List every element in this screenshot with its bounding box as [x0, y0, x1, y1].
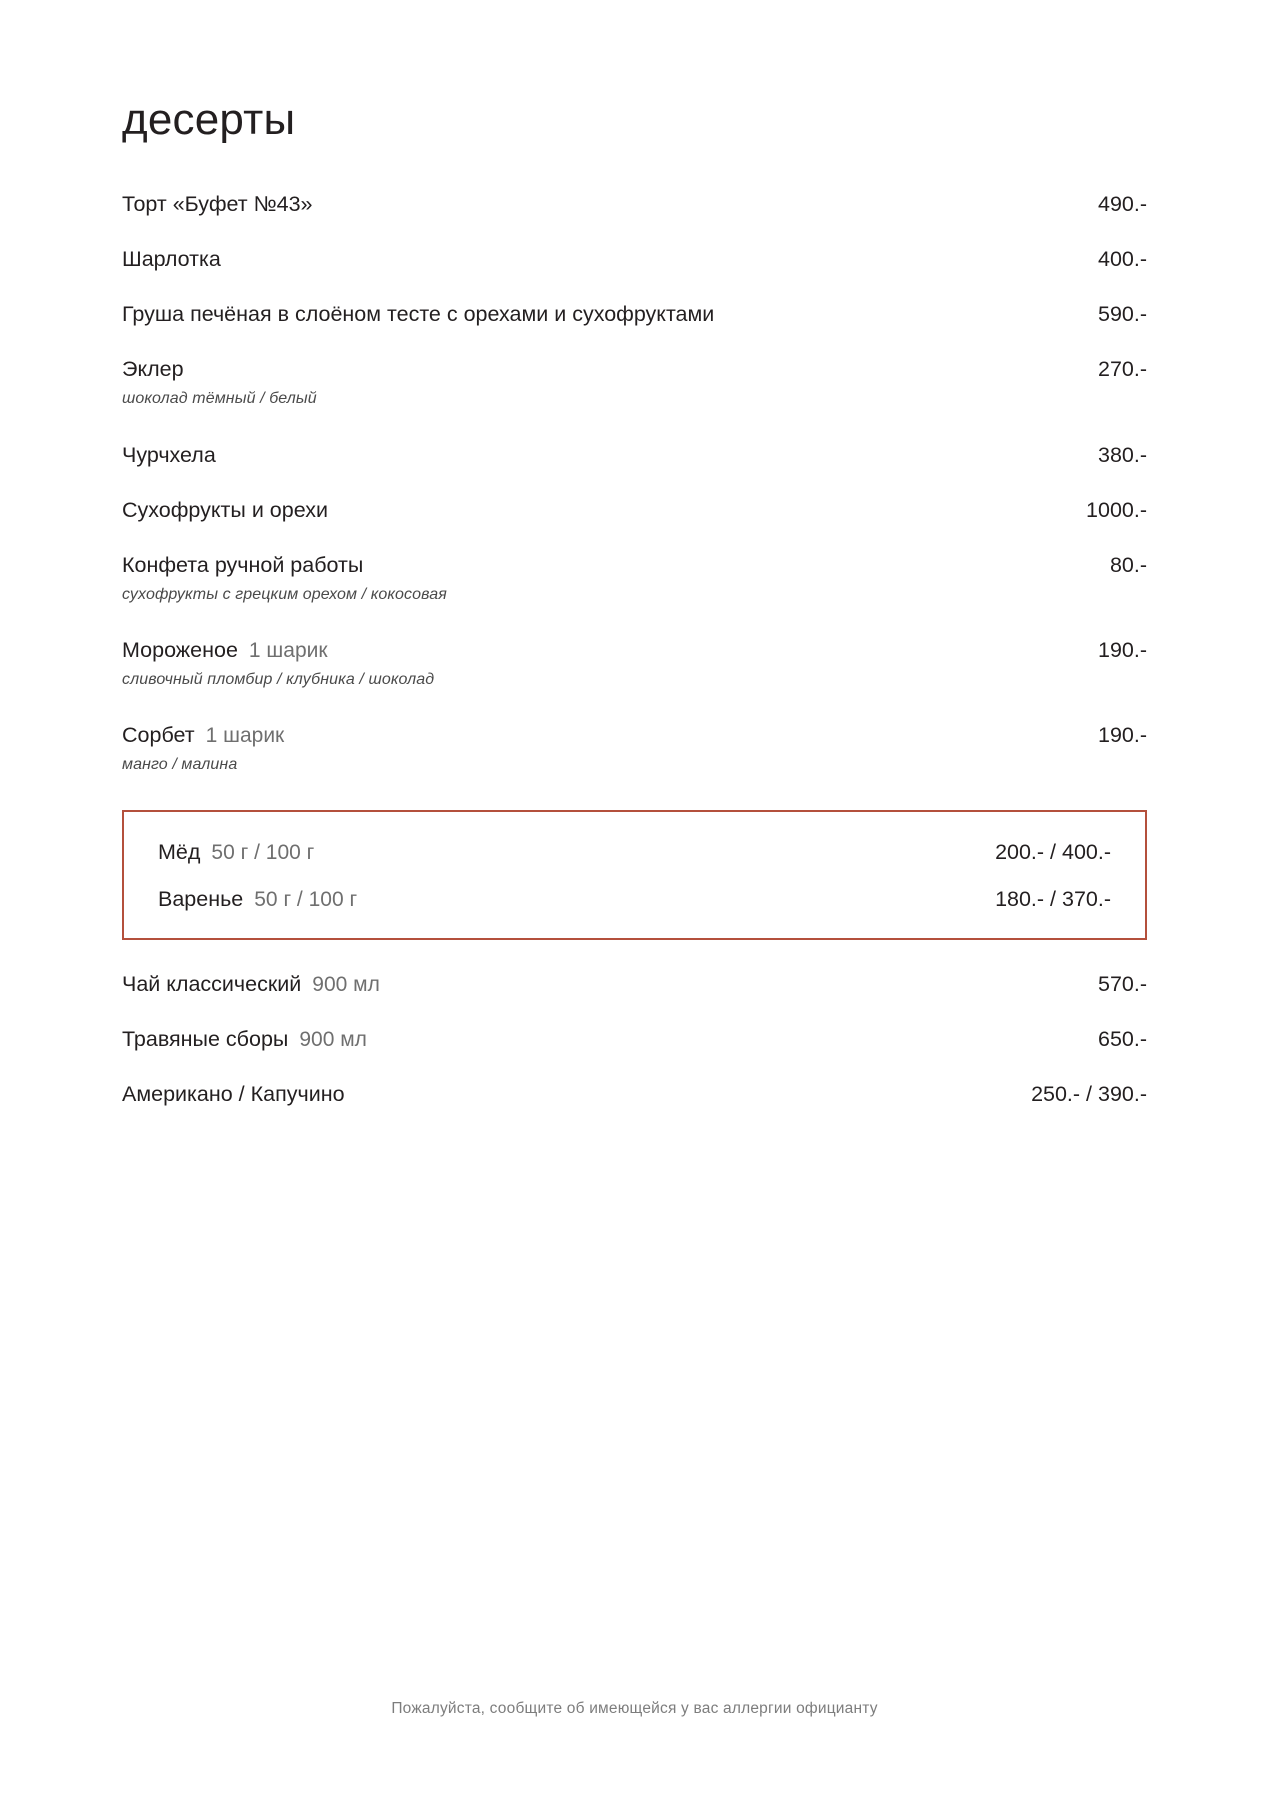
menu-item-price: 250.- / 390.- [1031, 1082, 1147, 1107]
menu-item-name-line [158, 838, 314, 867]
menu-item-name-block [122, 636, 434, 691]
menu-item-name: Американо / Капучино [122, 1082, 345, 1107]
menu-item [122, 190, 1147, 219]
menu-item [122, 1025, 1147, 1054]
menu-item-name: Эклер [122, 357, 184, 382]
menu-item-price: 200.- / 400.- [995, 840, 1111, 865]
menu-item-name-line [122, 441, 216, 470]
menu-item-quantity: 900 мл [312, 973, 380, 997]
menu-item [122, 721, 1147, 776]
menu-item-price: 570.- [1097, 972, 1147, 997]
menu-item-name-line [122, 1025, 367, 1054]
menu-item-description: манго / малина [122, 756, 238, 774]
menu-item-name-line [122, 636, 434, 665]
menu-item-quantity: 50 г / 100 г [211, 841, 315, 865]
menu-item-name-line [122, 245, 221, 274]
menu-item [122, 245, 1147, 274]
menu-item-name: Мороженое [122, 637, 238, 662]
menu-item-price: 190.- [1097, 723, 1147, 748]
menu-item-name-block [122, 300, 714, 329]
menu-item [122, 636, 1147, 691]
menu-item-name-line [122, 496, 328, 525]
menu-item-name-block [122, 245, 221, 274]
menu-item-name-line [122, 551, 447, 580]
menu-item-name-block [122, 355, 317, 410]
menu-item-name: Мёд [158, 840, 201, 865]
menu-item-name-block [122, 190, 313, 219]
allergy-notice: Пожалуйста, сообщите об имеющейся у вас аллергии официанту [391, 1700, 878, 1717]
menu-item-name-block [158, 885, 357, 914]
menu-item-quantity: 1 шарик [248, 638, 328, 662]
menu-item [122, 355, 1147, 410]
menu-item-name: Сорбет [122, 723, 195, 748]
menu-item-name-block [158, 838, 314, 867]
menu-item-name: Конфета ручной работы [122, 552, 364, 577]
menu-item-name-block [122, 721, 284, 776]
menu-item-description: шоколад тёмный / белый [122, 390, 317, 408]
menu-item-quantity: 1 шарик [205, 724, 285, 748]
menu-item-name-block [122, 496, 328, 525]
menu-item-name-block [122, 1080, 345, 1109]
menu-item-name-line [122, 721, 284, 750]
menu-item [158, 838, 1111, 867]
menu-item-name-line [122, 970, 380, 999]
menu-item-price: 400.- [1097, 247, 1147, 272]
menu-item [122, 551, 1147, 606]
menu-item-quantity: 900 мл [299, 1028, 367, 1052]
menu-item-name-line [158, 885, 357, 914]
menu-item-name: Варенье [158, 887, 244, 912]
menu-item-name-block [122, 441, 216, 470]
menu-item-name-line [122, 1080, 345, 1109]
menu-item-description: сливочный пломбир / клубника / шоколад [122, 670, 435, 688]
menu-item-description: сухофрукты с грецким орехом / кокосовая [122, 585, 447, 603]
menu-item-name-line [122, 300, 714, 329]
menu-item-name-line [122, 355, 317, 384]
menu-item-name: Шарлотка [122, 247, 221, 272]
menu-item-name-block [122, 551, 447, 606]
menu-item-price: 180.- / 370.- [995, 887, 1111, 912]
menu-item-name-block [122, 1025, 367, 1054]
menu-item [122, 496, 1147, 525]
menu-item [122, 970, 1147, 999]
menu-item-name: Чай классический [122, 972, 302, 997]
menu-item-name: Чурчхела [122, 442, 216, 467]
drinks-list [122, 970, 1147, 1109]
menu-item-name: Груша печёная в слоёном тесте с орехами и сухофруктами [122, 302, 715, 327]
menu-item-name-line [122, 190, 313, 219]
menu-item-quantity: 50 г / 100 г [254, 888, 358, 912]
dessert-list [122, 190, 1147, 776]
menu-item-price: 380.- [1097, 442, 1147, 467]
menu-item [158, 885, 1111, 914]
menu-item-price: 1000.- [1086, 497, 1147, 522]
menu-item-name: Травяные сборы [122, 1027, 289, 1052]
menu-item [122, 1080, 1147, 1109]
menu-item-price: 190.- [1097, 637, 1147, 662]
menu-item-price: 650.- [1097, 1027, 1147, 1052]
menu-item [122, 300, 1147, 329]
menu-item-name-block [122, 970, 380, 999]
menu-item-name: Сухофрукты и орехи [122, 497, 328, 522]
menu-item-price: 490.- [1097, 192, 1147, 217]
highlighted-items-box [122, 810, 1147, 940]
menu-item [122, 441, 1147, 470]
menu-item-price: 80.- [1109, 552, 1147, 577]
page-title: десерты [122, 95, 296, 144]
menu-item-price: 270.- [1097, 357, 1147, 382]
menu-item-price: 590.- [1097, 302, 1147, 327]
menu-item-name: Торт «Буфет №43» [122, 192, 313, 217]
